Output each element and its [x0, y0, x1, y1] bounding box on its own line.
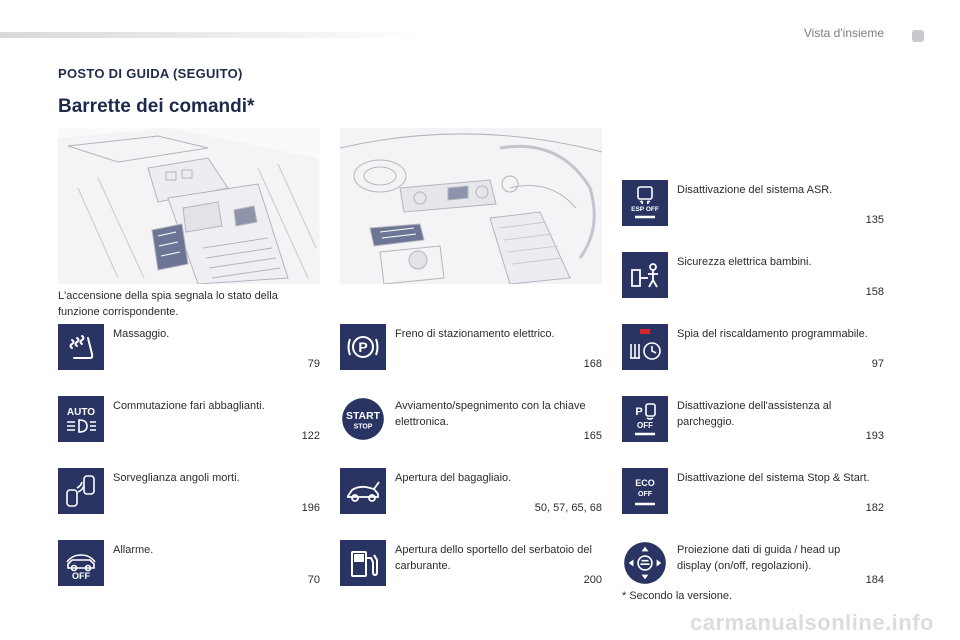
- parking-brake-icon: [340, 324, 386, 370]
- icon-text-secondary: OFF: [638, 491, 652, 498]
- icon-text: OFF: [72, 571, 90, 581]
- feature-label: Avviamento/spegnimento con la chiave elettronica.: [395, 400, 586, 428]
- feature-label: Spia del riscaldamento programmabile.: [677, 328, 868, 340]
- feature-page-ref: 70: [307, 574, 320, 586]
- feature-page-ref: 165: [583, 430, 602, 442]
- feature-asr-off: [622, 180, 884, 230]
- icon-text: ECO: [635, 478, 655, 488]
- feature-page-ref: 79: [307, 358, 320, 370]
- feature-page-ref: 135: [865, 214, 884, 226]
- indicator-led: [640, 329, 650, 334]
- child-lock-icon: [622, 252, 668, 298]
- feature-page-ref: 196: [301, 502, 320, 514]
- section-kicker: POSTO DI GUIDA (SEGUITO): [58, 66, 243, 81]
- feature-label: Freno di stazionamento elettrico.: [395, 328, 555, 340]
- feature-page-ref: 122: [301, 430, 320, 442]
- feature-label: Apertura dello sportello del serbatoio del carburante.: [395, 544, 592, 572]
- feature-label: Apertura del bagagliaio.: [395, 472, 512, 484]
- feature-programmable-heating: [622, 324, 884, 374]
- feature-electric-parking-brake: [340, 324, 602, 374]
- icon-text: P: [358, 339, 368, 355]
- feature-start-stop-key: [340, 396, 602, 446]
- programmable-heating-icon: [622, 324, 668, 370]
- feature-massage: [58, 324, 320, 374]
- feature-page-ref: 182: [865, 502, 884, 514]
- icon-text: ESP OFF: [631, 206, 659, 213]
- note-text: L'accensione della spia segnala lo stato della funzione corrispondente.: [58, 290, 278, 318]
- feature-page-ref: 184: [865, 574, 884, 586]
- feature-page-ref: 200: [583, 574, 602, 586]
- feature-fuel-flap: [340, 540, 602, 590]
- icon-text: START: [346, 411, 380, 422]
- feature-label: Allarme.: [113, 544, 154, 556]
- icon-text-secondary: STOP: [353, 423, 373, 431]
- header-rule: [0, 32, 420, 38]
- icon-text: OFF: [637, 421, 653, 430]
- feature-page-ref: 168: [583, 358, 602, 370]
- feature-label: Proiezione dati di guida / head up display (on/off, regolazioni).: [677, 544, 841, 572]
- feature-park-assist-off: [622, 396, 884, 446]
- page-title: Barrette dei comandi*: [58, 96, 255, 117]
- esp-off-icon: [622, 180, 668, 226]
- feature-head-up-display: [622, 540, 884, 590]
- feature-page-ref: 97: [871, 358, 884, 370]
- feature-label: Disattivazione del sistema Stop & Start.: [677, 472, 870, 484]
- feature-boot-opening: [340, 468, 602, 518]
- eco-off-icon: [622, 468, 668, 514]
- feature-blind-spot: [58, 468, 320, 518]
- feature-page-ref: 193: [865, 430, 884, 442]
- svg-text:P: P: [635, 406, 643, 418]
- center-console-illustration: [58, 128, 320, 284]
- feature-alarm: [58, 540, 320, 590]
- start-stop-button-icon: [340, 396, 386, 442]
- feature-label: Massaggio.: [113, 328, 170, 340]
- alarm-off-icon: [58, 540, 104, 586]
- footnote: * Secondo la versione.: [622, 590, 733, 602]
- seat-massage-icon: [58, 324, 104, 370]
- feature-label: Disattivazione del sistema ASR.: [677, 184, 833, 196]
- feature-auto-headlamps: [58, 396, 320, 446]
- park-assist-off-icon: [622, 396, 668, 442]
- page-corner-mark: [912, 30, 924, 42]
- feature-stop-start-off: [622, 468, 884, 518]
- fuel-flap-icon: [340, 540, 386, 586]
- section-name: Vista d'insieme: [803, 26, 884, 40]
- feature-label: Commutazione fari abbaglianti.: [113, 400, 265, 412]
- feature-label: Sicurezza elettrica bambini.: [677, 256, 812, 268]
- dashboard-illustration: [340, 128, 602, 284]
- blind-spot-icon: [58, 468, 104, 514]
- feature-page-ref: 50, 57, 65, 68: [534, 502, 602, 514]
- boot-opening-icon: [340, 468, 386, 514]
- head-up-display-icon: [622, 540, 668, 586]
- feature-child-lock: [622, 252, 884, 302]
- icon-text: AUTO: [66, 407, 96, 418]
- feature-label: Sorveglianza angoli morti.: [113, 472, 240, 484]
- auto-headlamp-icon: [58, 396, 104, 442]
- feature-label: Disattivazione dell'assistenza al parcheggio.: [677, 400, 832, 428]
- watermark: carmanualsonline.info: [690, 610, 934, 635]
- feature-page-ref: 158: [865, 286, 884, 298]
